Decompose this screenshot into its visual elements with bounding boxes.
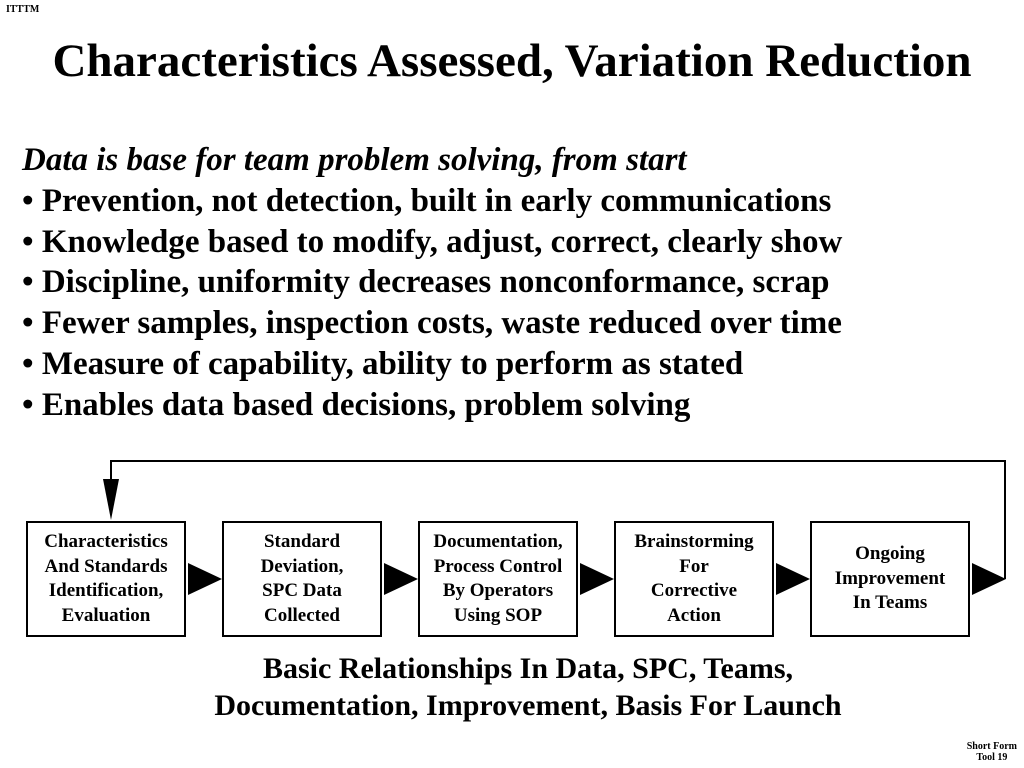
flow-arrow-5 bbox=[972, 563, 1006, 595]
step-text: Using SOP bbox=[453, 604, 543, 626]
step-box-brainstorming bbox=[614, 521, 774, 637]
step-box-ongoing-improvement bbox=[810, 521, 970, 637]
step-text: Action bbox=[667, 604, 721, 626]
step-text: In Teams bbox=[852, 592, 928, 614]
step-text: And Standards bbox=[44, 555, 168, 577]
diagram-caption bbox=[0, 650, 1024, 724]
flow-arrow-3 bbox=[580, 563, 614, 595]
step-text: Characteristics bbox=[44, 531, 168, 552]
step-text: Identification, bbox=[48, 580, 164, 601]
step-text: Improvement bbox=[834, 567, 946, 589]
step-text: Corrective bbox=[650, 580, 738, 601]
step-box-documentation bbox=[418, 521, 578, 637]
step-text: Documentation, bbox=[433, 531, 563, 552]
step-text: Standard bbox=[263, 531, 341, 552]
bullet-item: • Prevention, not detection, built in early communications bbox=[22, 181, 842, 222]
slide-title: Characteristics Assessed, Variation Reduction bbox=[52, 35, 972, 87]
slide-tag: ITTTM bbox=[6, 4, 40, 15]
footer-note bbox=[967, 741, 1017, 763]
bullet-item: • Fewer samples, inspection costs, waste reduced over time bbox=[22, 303, 842, 344]
step-text: Deviation, bbox=[260, 555, 344, 577]
flow-arrow-2 bbox=[384, 563, 418, 595]
caption-line: Basic Relationships In Data, SPC, Teams, bbox=[262, 652, 794, 685]
flow-arrow-4 bbox=[776, 563, 810, 595]
bullet-item: • Discipline, uniformity decreases nonconformance, scrap bbox=[22, 262, 842, 303]
feedback-arrow-head bbox=[103, 479, 119, 520]
footer-line: Short Form bbox=[966, 741, 1017, 752]
caption-line: Documentation, Improvement, Basis For Launch bbox=[214, 689, 842, 722]
footer-line: Tool 19 bbox=[976, 752, 1008, 763]
intro-line: Data is base for team problem solving, from start bbox=[22, 142, 687, 178]
step-box-characteristics bbox=[26, 521, 186, 637]
step-box-spc-data bbox=[222, 521, 382, 637]
step-text: SPC Data bbox=[262, 580, 342, 601]
bullet-item: • Knowledge based to modify, adjust, correct, clearly show bbox=[22, 222, 842, 263]
step-text: Collected bbox=[264, 604, 340, 626]
step-text: Ongoing bbox=[855, 543, 925, 565]
flow-arrow-1 bbox=[188, 563, 222, 595]
step-text: Process Control bbox=[433, 555, 563, 577]
bullet-item: • Enables data based decisions, problem solving bbox=[22, 385, 842, 426]
step-text: Evaluation bbox=[61, 604, 151, 626]
step-text: Brainstorming bbox=[634, 531, 754, 552]
step-text: By Operators bbox=[442, 580, 554, 601]
bullet-item: • Measure of capability, ability to perform as stated bbox=[22, 344, 842, 385]
step-text: For bbox=[679, 555, 709, 577]
